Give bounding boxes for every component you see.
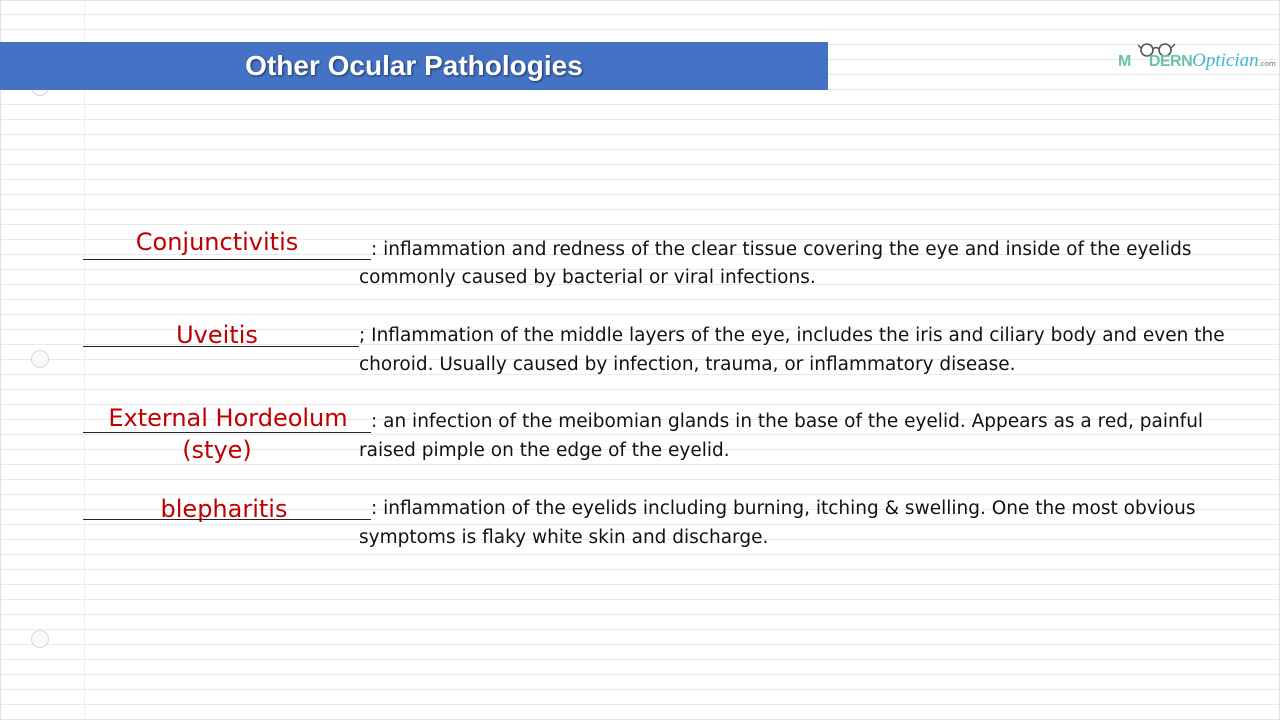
slide-title: Other Ocular Pathologies bbox=[245, 50, 583, 81]
binder-hole-bottom bbox=[31, 630, 49, 648]
modern-optician-logo bbox=[1118, 40, 1276, 80]
blank-line bbox=[83, 259, 371, 260]
blank-line bbox=[83, 432, 371, 433]
logo-suffix: .com bbox=[1258, 60, 1276, 68]
definition-line-2: commonly caused by bacterial or viral infections. bbox=[359, 267, 816, 288]
definition-line-2: raised pimple on the edge of the eyelid. bbox=[359, 440, 730, 461]
title-bar bbox=[0, 42, 828, 90]
definition-entry-uveitis bbox=[0, 310, 1280, 390]
definition-line-1: ; Inflammation of the middle layers of the eye, includes the iris and ciliary body and even the bbox=[359, 325, 1225, 346]
term-answer-line-2: (stye) bbox=[182, 436, 252, 464]
logo-modern-m: M bbox=[1118, 53, 1131, 70]
definition-entry-blepharitis bbox=[0, 483, 1280, 563]
definition-entry-conjunctivitis bbox=[0, 224, 1280, 304]
logo-optician: Optician bbox=[1192, 50, 1259, 71]
blank-line bbox=[83, 519, 371, 520]
definition-line-1: : inflammation of the eyelids including burning, itching & swelling. One the most obvious bbox=[371, 498, 1196, 519]
definition-line-1: : an infection of the meibomian glands in the base of the eyelid. Appears as a red, painful bbox=[371, 411, 1204, 432]
term-answer: Conjunctivitis bbox=[135, 228, 299, 256]
logo-modern-dern: DERN bbox=[1148, 53, 1193, 70]
term-answer: blepharitis bbox=[160, 495, 288, 523]
blank-line bbox=[83, 346, 359, 347]
definition-entry-hordeolum bbox=[0, 396, 1280, 476]
definition-line-2: choroid. Usually caused by infection, trauma, or inflammatory disease. bbox=[359, 354, 1016, 375]
term-answer: External Hordeolum bbox=[108, 404, 348, 432]
definition-line-2: symptoms is flaky white skin and discharge. bbox=[359, 527, 769, 548]
logo-text bbox=[1118, 50, 1276, 75]
term-answer: Uveitis bbox=[176, 321, 258, 349]
definition-line-1: : inflammation and redness of the clear tissue covering the eye and inside of the eyelids bbox=[371, 239, 1192, 260]
